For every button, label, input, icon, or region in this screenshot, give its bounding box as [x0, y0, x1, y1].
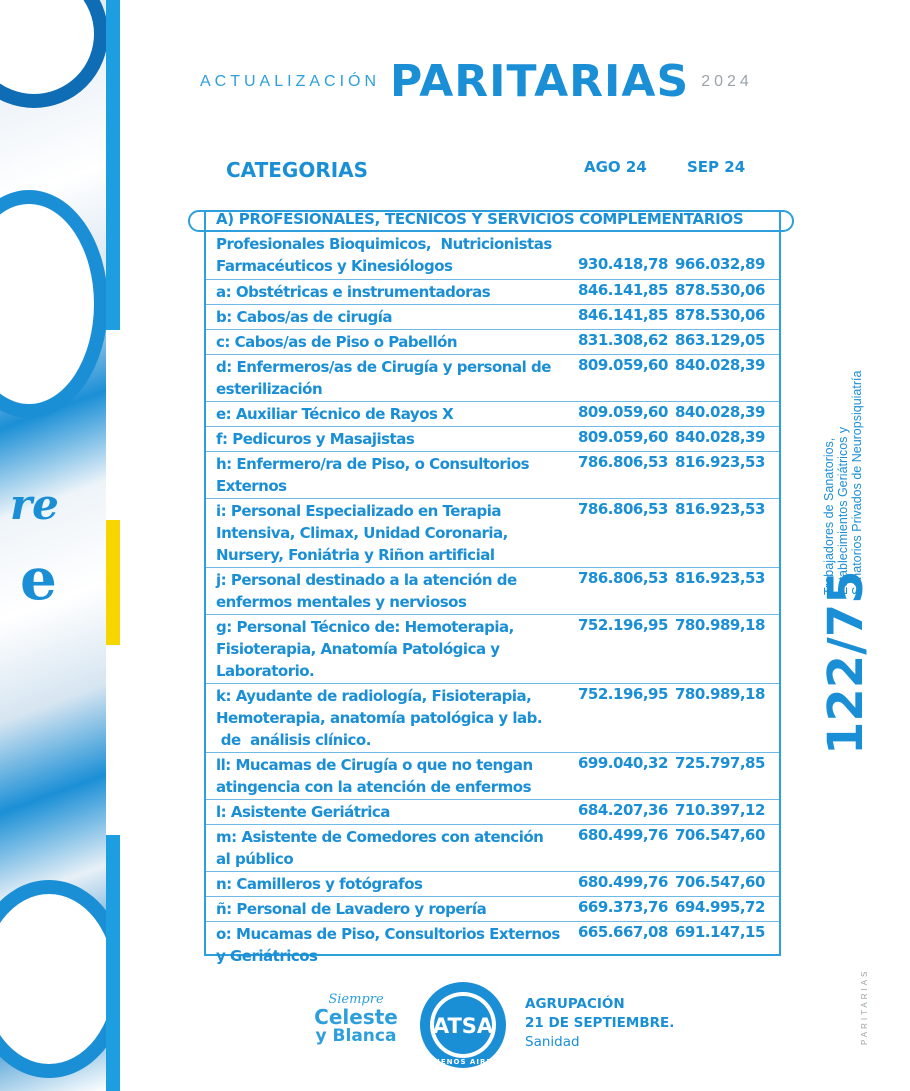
category-label: h: Enfermero/ra de Piso, o Consultorios Externos — [216, 455, 530, 495]
table-row — [206, 897, 779, 922]
org-line-3: Sanidad — [525, 1034, 580, 1050]
value-ago: 752.196,95 — [578, 685, 668, 703]
value-sep: 780.989,18 — [675, 685, 765, 703]
value-ago: 809.059,60 — [578, 356, 668, 374]
category-label: c: Cabos/as de Piso o Pabellón — [216, 333, 458, 351]
value-sep: 816.923,53 — [675, 500, 765, 518]
value-sep: 840.028,39 — [675, 356, 765, 374]
slogan-line-1: Siempre — [328, 992, 384, 1007]
category-label: b: Cabos/as de cirugía — [216, 308, 393, 326]
column-header-ago: AGO 24 — [584, 158, 647, 176]
logo-text: ATSA — [432, 1014, 494, 1038]
category-label: j: Personal destinado a la atención de enfermos mentales y nerviosos — [216, 571, 517, 611]
category-label: k: Ayudante de radiología, Fisioterapia, Hemoterapia, anatomía patológica y lab. de análisis clínico. — [216, 687, 543, 749]
category-label: g: Personal Técnico de: Hemoterapia, Fisioterapia, Anatomía Patológica y Laboratorio. — [216, 618, 514, 680]
flag-photo — [0, 0, 106, 1091]
org-line-2: 21 DE SEPTIEMBRE. — [525, 1015, 675, 1031]
table-row — [206, 568, 779, 615]
table-row — [206, 305, 779, 330]
value-ago: 786.806,53 — [578, 453, 668, 471]
category-label: m: Asistente de Comedores con atención al público — [216, 828, 544, 868]
page-header — [200, 56, 790, 107]
value-sep: 878.530,06 — [675, 281, 765, 299]
value-sep: 878.530,06 — [675, 306, 765, 324]
flag-lettering-2: e — [20, 545, 57, 613]
agreement-line-3: Sanatorios Privados de Neuropsiquiatría — [850, 370, 864, 595]
value-sep: 816.923,53 — [675, 569, 765, 587]
table-row — [206, 330, 779, 355]
value-ago: 752.196,95 — [578, 616, 668, 634]
page-title: PARITARIAS — [390, 56, 690, 107]
table-row — [206, 452, 779, 499]
category-label: i: Personal Especializado en Terapia Intensiva, Climax, Unidad Coronaria, Nursery, Foniátria y Riñon artificial — [216, 502, 508, 564]
value-sep: 725.797,85 — [675, 754, 765, 772]
atsa-logo — [418, 980, 508, 1070]
value-sep: 706.547,60 — [675, 873, 765, 891]
flag-emblem-mid — [0, 190, 106, 418]
table-row — [206, 753, 779, 800]
org-line-1: AGRUPACIÓN — [525, 996, 625, 1012]
table-row — [206, 615, 779, 684]
category-label: o: Mucamas de Piso, Consultorios Externos y Geriátricos — [216, 925, 560, 965]
table-body — [206, 232, 779, 969]
value-sep: 691.147,15 — [675, 923, 765, 941]
header-year: 2024 — [701, 72, 753, 90]
value-ago: 684.207,36 — [578, 801, 668, 819]
value-sep: 780.989,18 — [675, 616, 765, 634]
logo-ring-text: BUENOS AIRES — [427, 1058, 499, 1066]
table-row — [206, 355, 779, 402]
value-sep: 816.923,53 — [675, 453, 765, 471]
category-label: ll: Mucamas de Cirugía o que no tengan atingencia con la atención de enfermos — [216, 756, 533, 796]
table-row — [206, 499, 779, 568]
value-ago: 665.667,08 — [578, 923, 668, 941]
value-sep: 840.028,39 — [675, 428, 765, 446]
side-caption: PARITARIAS — [860, 968, 869, 1045]
category-label: ñ: Personal de Lavadero y ropería — [216, 900, 487, 918]
table-row — [206, 684, 779, 753]
category-label: d: Enfermeros/as de Cirugía y personal de esterilización — [216, 358, 551, 398]
value-sep: 863.129,05 — [675, 331, 765, 349]
value-ago: 680.499,76 — [578, 873, 668, 891]
accent-bar-yellow — [106, 520, 120, 645]
value-ago: 846.141,85 — [578, 281, 668, 299]
value-ago: 831.308,62 — [578, 331, 668, 349]
agreement-description — [822, 371, 864, 595]
category-label: l: Asistente Geriátrica — [216, 803, 390, 821]
table-row — [206, 427, 779, 452]
table-row — [206, 232, 779, 280]
table-row — [206, 402, 779, 427]
table-row — [206, 800, 779, 825]
agreement-number: 122/75 — [818, 570, 874, 755]
value-sep: 710.397,12 — [675, 801, 765, 819]
slogan-line-3: y Blanca — [315, 1026, 397, 1046]
category-label: f: Pedicuros y Masajistas — [216, 430, 415, 448]
category-label: n: Camilleros y fotógrafos — [216, 875, 423, 893]
value-ago: 669.373,76 — [578, 898, 668, 916]
value-sep: 966.032,89 — [675, 255, 765, 273]
category-label: a: Obstétricas e instrumentadoras — [216, 283, 491, 301]
category-label: Profesionales Bioquimicos, Nutricionistas Farmacéuticos y Kinesiólogos — [216, 235, 552, 275]
table-row — [206, 280, 779, 305]
agreement-line-1: Trabajadores de Sanatorios, — [822, 437, 836, 595]
accent-bar-bottom — [106, 835, 120, 1091]
value-ago: 786.806,53 — [578, 569, 668, 587]
category-label: e: Auxiliar Técnico de Rayos X — [216, 405, 454, 423]
value-ago: 809.059,60 — [578, 428, 668, 446]
value-sep: 694.995,72 — [675, 898, 765, 916]
column-header-categorias: CATEGORIAS — [226, 158, 369, 182]
value-ago: 699.040,32 — [578, 754, 668, 772]
agreement-line-2: Establecimientos Geriátricos y — [836, 426, 850, 595]
value-ago: 786.806,53 — [578, 500, 668, 518]
slogan — [306, 992, 406, 1045]
table-row — [206, 922, 779, 969]
flag-emblem-top — [0, 0, 106, 108]
flag-emblem-bottom — [0, 880, 106, 1078]
value-ago: 846.141,85 — [578, 306, 668, 324]
section-title: A) PROFESIONALES, TECNICOS Y SERVICIOS COMPLEMENTARIOS — [216, 210, 744, 228]
value-ago: 680.499,76 — [578, 826, 668, 844]
flag-lettering-1: re — [10, 480, 59, 529]
organization — [525, 995, 674, 1052]
value-ago: 930.418,78 — [578, 255, 668, 273]
value-ago: 809.059,60 — [578, 403, 668, 421]
column-header-sep: SEP 24 — [687, 158, 746, 176]
value-sep: 706.547,60 — [675, 826, 765, 844]
header-prefix: ACTUALIZACIÓN — [200, 72, 381, 90]
table-row — [206, 825, 779, 872]
accent-bar-top — [106, 0, 120, 330]
slogan-line-2: Celeste — [314, 1005, 398, 1029]
table-row — [206, 872, 779, 897]
value-sep: 840.028,39 — [675, 403, 765, 421]
